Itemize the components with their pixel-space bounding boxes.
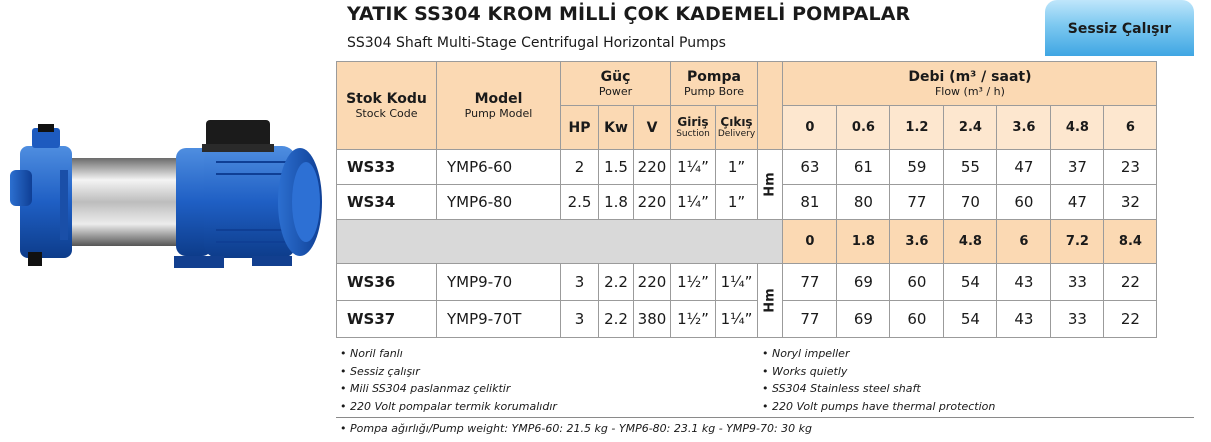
note-item: • Mili SS304 paslanmaz çeliktir <box>340 380 557 398</box>
page-title: YATIK SS304 KROM MİLLİ ÇOK KADEMELİ POMPALAR <box>347 3 911 25</box>
kw-value: 2.2 <box>599 301 634 338</box>
delivery-value: 1” <box>716 185 758 220</box>
suction-value: 1½” <box>671 301 716 338</box>
kw-value: 1.5 <box>599 150 634 185</box>
hp-value: 3 <box>561 264 599 301</box>
header-stock-code: Stok Kodu Stock Code <box>337 62 437 150</box>
flow-value: 4.8 <box>1051 106 1104 150</box>
note-item: • Noril fanlı <box>340 345 557 363</box>
table-row <box>337 150 1157 185</box>
pump-model: YMP9-70 <box>437 264 561 301</box>
table-row <box>337 301 1157 338</box>
header-pump-bore: Pompa Pump Bore <box>671 62 758 106</box>
header-model: Model Pump Model <box>437 62 561 150</box>
delivery-value: 1” <box>716 150 758 185</box>
table-row <box>337 264 1157 301</box>
volt-value: 380 <box>634 301 671 338</box>
note-item: • Sessiz çalışır <box>340 363 557 381</box>
head-value: 69 <box>837 264 890 301</box>
header-suction: Giriş Suction <box>671 106 716 150</box>
header-hm-spacer <box>758 62 783 150</box>
flow-value: 3.6 <box>890 220 944 264</box>
stock-code: WS36 <box>337 264 437 301</box>
header-volt: V <box>634 106 671 150</box>
header-delivery: Çıkış Delivery <box>716 106 758 150</box>
note-item: • SS304 Stainless steel shaft <box>762 380 995 398</box>
page-subtitle: SS304 Shaft Multi-Stage Centrifugal Horizontal Pumps <box>347 35 726 51</box>
head-value: 54 <box>944 264 997 301</box>
spec-table <box>336 61 1157 338</box>
divider <box>336 417 1194 418</box>
head-value: 59 <box>890 150 944 185</box>
head-value: 80 <box>837 185 890 220</box>
pump-image <box>6 110 331 280</box>
head-value: 60 <box>997 185 1051 220</box>
head-value: 77 <box>783 264 837 301</box>
head-value: 55 <box>944 150 997 185</box>
hm-label: Hm <box>758 150 783 220</box>
delivery-value: 1¼” <box>716 301 758 338</box>
notes-en <box>762 345 995 415</box>
stock-code: WS37 <box>337 301 437 338</box>
head-value: 47 <box>997 150 1051 185</box>
head-value: 70 <box>944 185 997 220</box>
head-value: 61 <box>837 150 890 185</box>
quiet-badge: Sessiz Çalışır <box>1045 0 1194 56</box>
head-value: 77 <box>890 185 944 220</box>
head-value: 23 <box>1104 150 1157 185</box>
flow-value: 3.6 <box>997 106 1051 150</box>
suction-value: 1¼” <box>671 185 716 220</box>
volt-value: 220 <box>634 185 671 220</box>
header-power: Güç Power <box>561 62 671 106</box>
suction-value: 1½” <box>671 264 716 301</box>
flow-value: 6 <box>1104 106 1157 150</box>
flow-value: 1.2 <box>890 106 944 150</box>
note-item: • Noryl impeller <box>762 345 995 363</box>
header-hp: HP <box>561 106 599 150</box>
head-value: 33 <box>1051 264 1104 301</box>
pump-weight-note: • Pompa ağırlığı/Pump weight: YMP6-60: 21.5 kg - YMP6-80: 23.1 kg - YMP9-70: 30 kg <box>340 422 812 435</box>
kw-value: 1.8 <box>599 185 634 220</box>
notes-tr <box>340 345 557 415</box>
hp-value: 3 <box>561 301 599 338</box>
pump-model: YMP9-70T <box>437 301 561 338</box>
hm-label: Hm <box>758 264 783 338</box>
flow-value: 2.4 <box>944 106 997 150</box>
head-value: 77 <box>783 301 837 338</box>
flow-value: 1.8 <box>837 220 890 264</box>
flow-value: 0 <box>783 220 837 264</box>
volt-value: 220 <box>634 264 671 301</box>
gray-spacer <box>337 220 783 264</box>
head-value: 33 <box>1051 301 1104 338</box>
pump-model: YMP6-60 <box>437 150 561 185</box>
spec-table-frame <box>336 61 1157 338</box>
head-value: 81 <box>783 185 837 220</box>
flow-value: 7.2 <box>1051 220 1104 264</box>
flow-header-row <box>337 220 1157 264</box>
head-value: 47 <box>1051 185 1104 220</box>
head-value: 32 <box>1104 185 1157 220</box>
header-flow: Debi (m³ / saat) Flow (m³ / h) <box>783 62 1157 106</box>
note-item: • 220 Volt pompalar termik korumalıdır <box>340 398 557 416</box>
header-kw: Kw <box>599 106 634 150</box>
note-item: • 220 Volt pumps have thermal protection <box>762 398 995 416</box>
head-value: 22 <box>1104 264 1157 301</box>
flow-value: 4.8 <box>944 220 997 264</box>
head-value: 60 <box>890 301 944 338</box>
hp-value: 2.5 <box>561 185 599 220</box>
flow-value: 0.6 <box>837 106 890 150</box>
stock-code: WS33 <box>337 150 437 185</box>
flow-value: 0 <box>783 106 837 150</box>
head-value: 69 <box>837 301 890 338</box>
flow-value: 8.4 <box>1104 220 1157 264</box>
table-row <box>337 185 1157 220</box>
head-value: 43 <box>997 264 1051 301</box>
hp-value: 2 <box>561 150 599 185</box>
pump-model: YMP6-80 <box>437 185 561 220</box>
head-value: 37 <box>1051 150 1104 185</box>
volt-value: 220 <box>634 150 671 185</box>
flow-value: 6 <box>997 220 1051 264</box>
suction-value: 1¼” <box>671 150 716 185</box>
stock-code: WS34 <box>337 185 437 220</box>
head-value: 60 <box>890 264 944 301</box>
note-item: • Works quietly <box>762 363 995 381</box>
kw-value: 2.2 <box>599 264 634 301</box>
head-value: 43 <box>997 301 1051 338</box>
head-value: 63 <box>783 150 837 185</box>
head-value: 54 <box>944 301 997 338</box>
head-value: 22 <box>1104 301 1157 338</box>
delivery-value: 1¼” <box>716 264 758 301</box>
